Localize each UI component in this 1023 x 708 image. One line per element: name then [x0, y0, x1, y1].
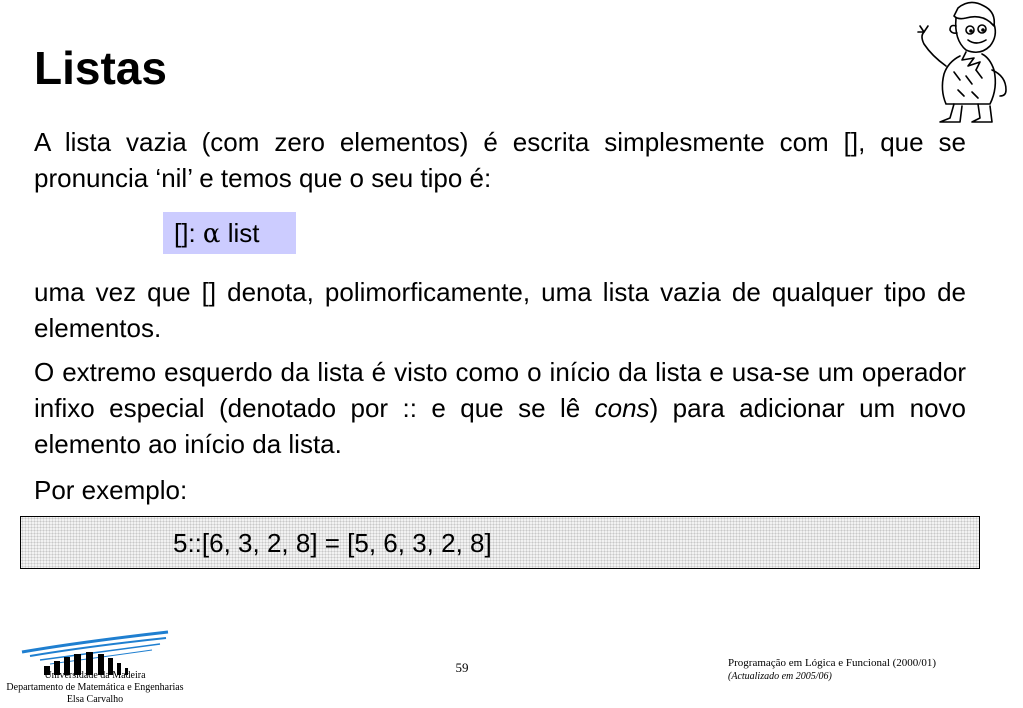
footer-department: Departamento de Matemática e Engenharias [6, 682, 184, 693]
page-number: 59 [455, 660, 469, 675]
paragraph-polymorphic: uma vez que [] denota, polimorficamente, uma lista vazia de qualquer tipo de elementos. [34, 277, 966, 343]
footer-university-block [0, 670, 190, 706]
type-prefix: []: [174, 218, 203, 248]
cons-text-before: O extremo esquerdo da lista é visto como o início da lista e usa-se um operador infixo especial (denotado por :: e que se lê [34, 357, 966, 423]
footer-author: Elsa Carvalho [66, 694, 124, 705]
footer-course-block [728, 656, 988, 684]
type-suffix: list [220, 218, 260, 248]
paragraph-empty-list: A lista vazia (com zero elementos) é escrita simplesmente com [], que se pronuncia ‘nil’ e temos que o seu tipo é: [34, 127, 966, 193]
fred-flintstone-cartoon-icon [910, 0, 1020, 125]
footer-updated: (Actualizado em 2005/06) [728, 671, 832, 682]
university-logo-icon [20, 630, 170, 675]
example-box [20, 516, 980, 569]
example-expression: 5::[6, 3, 2, 8] = [5, 6, 3, 2, 8] [173, 528, 492, 558]
paragraph-cons [34, 354, 966, 462]
footer-university: Universidade da Madeira [44, 670, 146, 681]
alpha-symbol: α [202, 219, 221, 249]
paragraph-example-intro: Por exemplo: [34, 475, 188, 505]
slide-title: Listas [34, 42, 167, 94]
cons-text-after: ) para adicionar um novo elemento ao início da lista. [34, 393, 966, 459]
footer-course: Programação em Lógica e Funcional (2000/01) [728, 657, 937, 669]
cons-italic: cons [594, 393, 650, 423]
type-signature-box [163, 212, 296, 254]
